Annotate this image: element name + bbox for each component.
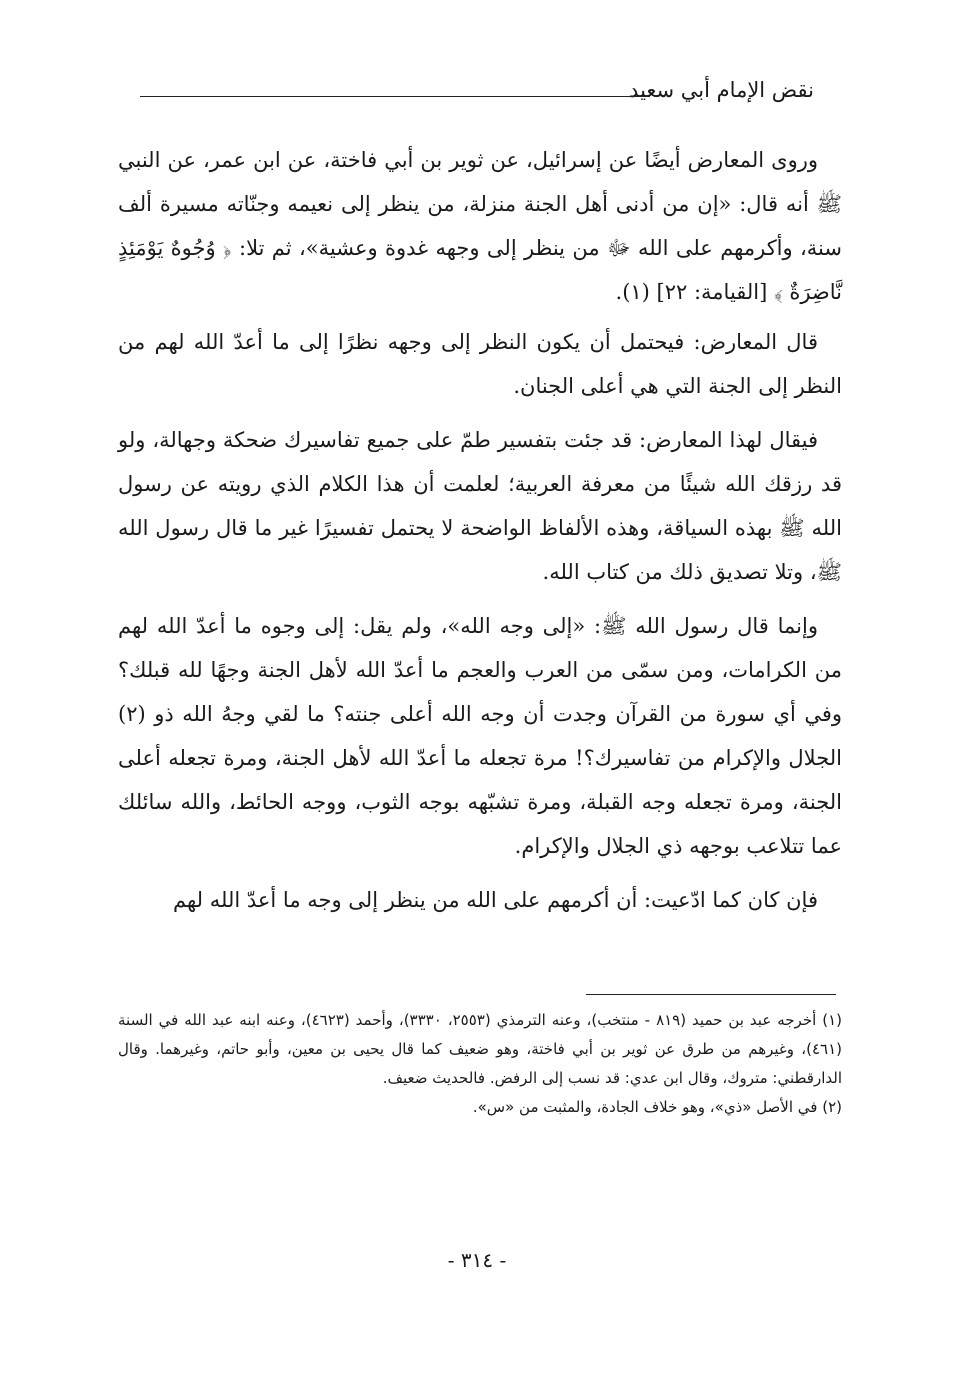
footnote-2: (٢) في الأصل «ذي»، وهو خلاف الجادة، والمثبت من «س». [472,1098,842,1116]
footnotes [118,1006,842,1122]
header-rule [140,96,650,97]
paragraph-3: فيقال لهذا المعارض: قد جئت بتفسير طمّ على جميع تفاسيرك ضحكة وجهالة، ولو قد رزقك الله شيئًا من معرفة العربية؛ لعلمت أن هذا الكلام الذي رويته عن رسول الله ﷺ بهذه السياقة، وهذه الألفاظ الواضحة لا يحتمل تفسيرًا غير ما قال رسول الله ﷺ، وتلا تصديق ذلك من كتاب الله. [118,428,842,584]
main-text [118,138,842,932]
paragraph-4: وإنما قال رسول الله ﷺ: «إلى وجه الله»، ولم يقل: إلى وجوه ما أعدّ الله لهم من الكرامات، ومن سمّى من العرب والعجم ما أعدّ الله لأهل الجنة وجهًا لله قبلك؟ وفي أي سورة من القرآن وجدت أن وجه الله أعلى جنته؟ ما لقي وجهُ الله ذو (٢) الجلال والإكرام من تفاسيرك؟! مرة تجعله ما أعدّ الله لأهل الجنة، ومرة تجعله أعلى الجنة، ومرة تجعله وجه القبلة، ومرة تشبّهه بوجه الثوب، ووجه الحائط، والله سائلك عما تتلاعب بوجهه ذي الجلال والإكرام. [118,614,842,858]
footnote-rule [586,994,836,995]
running-header-title: نقض الإمام أبي سعيد [629,78,814,102]
footnote-1: (١) أخرجه عبد بن حميد (٨١٩ - منتخب)، وعنه الترمذي (٢٥٥٣، ٣٣٣٠)، وأحمد (٤٦٢٣)، وعنه ابنه عبد الله في السنة (٤٦١)، وغيرهم من طرق عن ثوير بن أبي فاختة، وهو ضعيف كما قال يحيى بن معين، وأبو حاتم، وغيرهما. وقال الدارقطني: متروك، وقال ابن عدي: قد نسب إلى الرفض. فالحديث ضعيف. [118,1011,842,1087]
paragraph-1: وروى المعارض أيضًا عن إسرائيل، عن ثوير بن أبي فاختة، عن ابن عمر، عن النبي ﷺ أنه قال: «إن من أدنى أهل الجنة منزلة، من ينظر إلى نعيمه وجنّاته مسيرة ألف سنة، وأكرمهم على الله ﷻ من ينظر إلى وجهه غدوة وعشية»، ثم تلا: ﴿ وُجُوهٌ يَوْمَئِذٍ نَّاضِرَةٌ ﴾ [القيامة: ٢٢] (١). [118,148,842,304]
paragraph-2: قال المعارض: فيحتمل أن يكون النظر إلى وجهه نظرًا إلى ما أعدّ الله لهم من النظر إلى الجنة التي هي أعلى الجنان. [118,330,842,398]
page-number: - ٣١٤ - [447,1248,507,1272]
paragraph-5: فإن كان كما ادّعيت: أن أكرمهم على الله من ينظر إلى وجه ما أعدّ الله لهم [173,888,818,912]
